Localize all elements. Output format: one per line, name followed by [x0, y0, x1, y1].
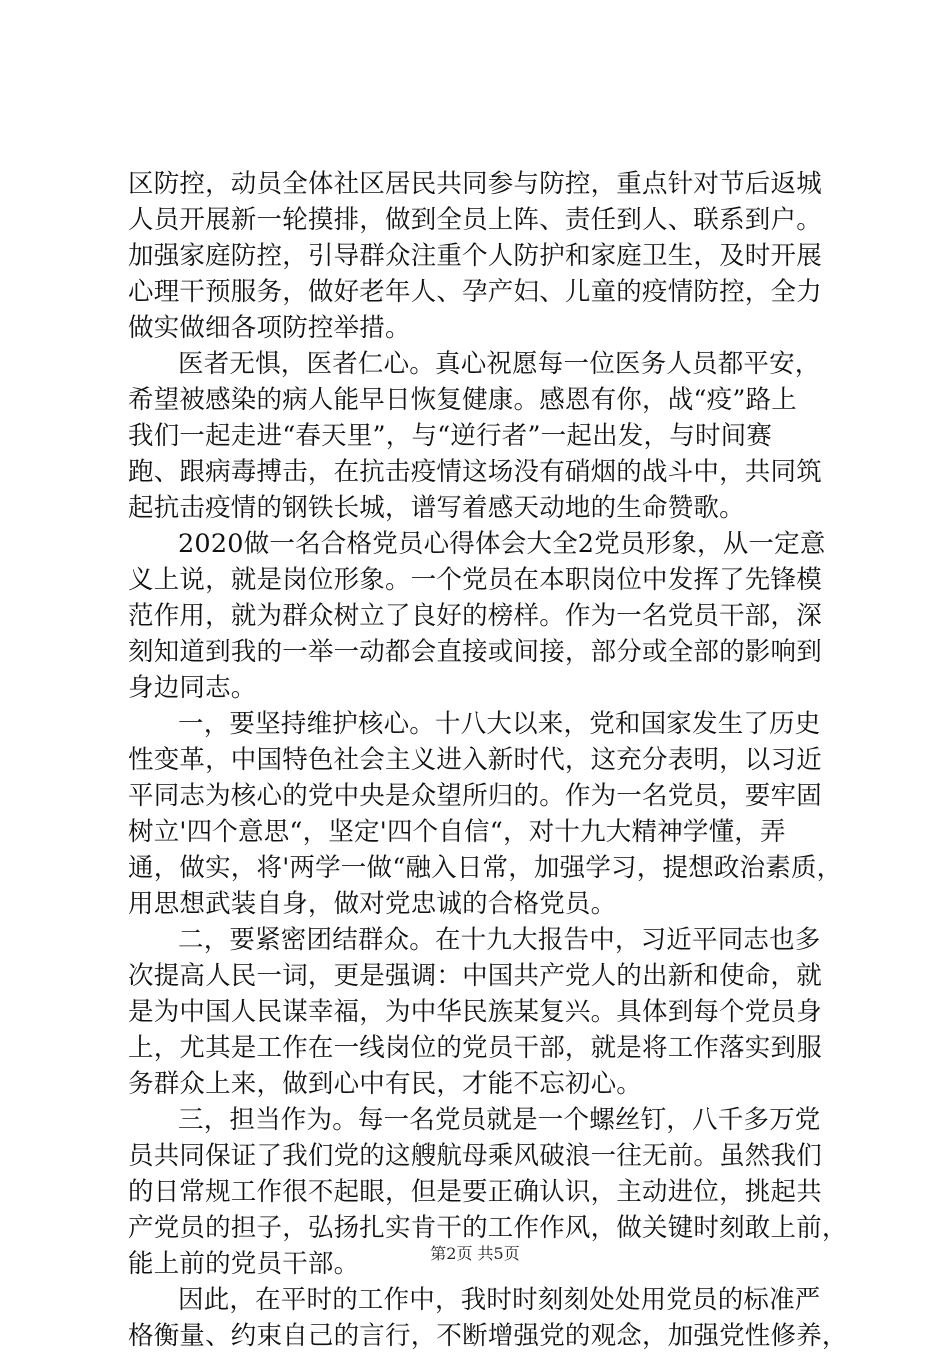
text-line: 上，尤其是工作在一线岗位的党员干部，就是将工作落实到服: [128, 1033, 822, 1063]
text-line: 的日常规工作很不起眼，但是要正确认识，主动进位，挑起共: [128, 1177, 822, 1207]
text-line: 刻知道到我的一举一动都会直接或间接，部分或全部的影响到: [128, 637, 822, 667]
text-line: 加强家庭防控，引导群众注重个人防护和家庭卫生，及时开展: [128, 241, 822, 271]
text-line: 区防控，动员全体社区居民共同参与防控，重点针对节后返城: [128, 169, 822, 199]
text-line: 身边同志。: [128, 673, 257, 703]
text-line: 用思想武装自身，做对党忠诚的合格党员。: [128, 889, 617, 919]
text-line: 树立'四个意思“，坚定'四个自信“，对十九大精神学懂，弄: [128, 817, 786, 847]
text-line: 2020做一名合格党员心得体会大全2党员形象，从一定意: [178, 529, 826, 559]
text-line: 我们一起走进“春天里”，与“逆行者”一起出发，与时间赛: [128, 421, 773, 451]
text-line: 通，做实，将'两学一做“融入日常，加强学习，提想政治素质，: [128, 853, 843, 883]
text-line: 三，担当作为。每一名党员就是一个螺丝钉，八千多万党: [178, 1105, 821, 1135]
text-line: 起抗击疫情的钢铁长城，谱写着感天动地的生命赞歌。: [128, 493, 745, 523]
text-line: 性变革，中国特色社会主义进入新时代，这充分表明，以习近: [128, 745, 822, 775]
text-line: 跑、跟病毒搏击，在抗击疫情这场没有硝烟的战斗中，共同筑: [128, 457, 822, 487]
text-line: 平同志为核心的党中央是众望所归的。作为一名党员，要牢固: [128, 781, 822, 811]
text-line: 心理干预服务，做好老年人、孕产妇、儿童的疫情防控，全力: [128, 277, 822, 307]
text-line: 医者无惧，医者仁心。真心祝愿每一位医务人员都平安，: [178, 349, 821, 379]
text-line: 范作用，就为群众树立了良好的榜样。作为一名党员干部，深: [128, 601, 822, 631]
text-line: 能上前的党员干部。: [128, 1249, 360, 1279]
text-line: 二，要紧密团结群众。在十九大报告中，习近平同志也多: [178, 925, 821, 955]
page-footer: 第2页 共5页: [430, 1244, 520, 1263]
text-line: 产党员的担子，弘扬扎实肯干的工作作风，做关键时刻敢上前，: [128, 1213, 848, 1243]
text-line: 义上说，就是岗位形象。一个党员在本职岗位中发挥了先锋模: [128, 565, 822, 595]
text-line: 格衡量、约束自己的言行，不断增强党的观念，加强党性修养，: [128, 1321, 848, 1351]
text-line: 因此，在平时的工作中，我时时刻刻处处用党员的标准严: [178, 1285, 821, 1315]
text-line: 做实做细各项防控举措。: [128, 313, 411, 343]
text-line: 一，要坚持维护核心。十八大以来，党和国家发生了历史: [178, 709, 821, 739]
document-body: [128, 166, 848, 1354]
text-line: 希望被感染的病人能早日恢复健康。感恩有你，战“疫”路上: [128, 385, 797, 415]
text-line: 人员开展新一轮摸排，做到全员上阵、责任到人、联系到户。: [128, 205, 822, 235]
text-line: 务群众上来，做到心中有民，才能不忘初心。: [128, 1069, 643, 1099]
text-line: 是为中国人民谋幸福，为中华民族某复兴。具体到每个党员身: [128, 997, 822, 1027]
text-line: 次提高人民一词，更是强调：中国共产党人的出新和使命，就: [128, 961, 822, 991]
text-line: 员共同保证了我们党的这艘航母乘风破浪一往无前。虽然我们: [128, 1141, 822, 1171]
